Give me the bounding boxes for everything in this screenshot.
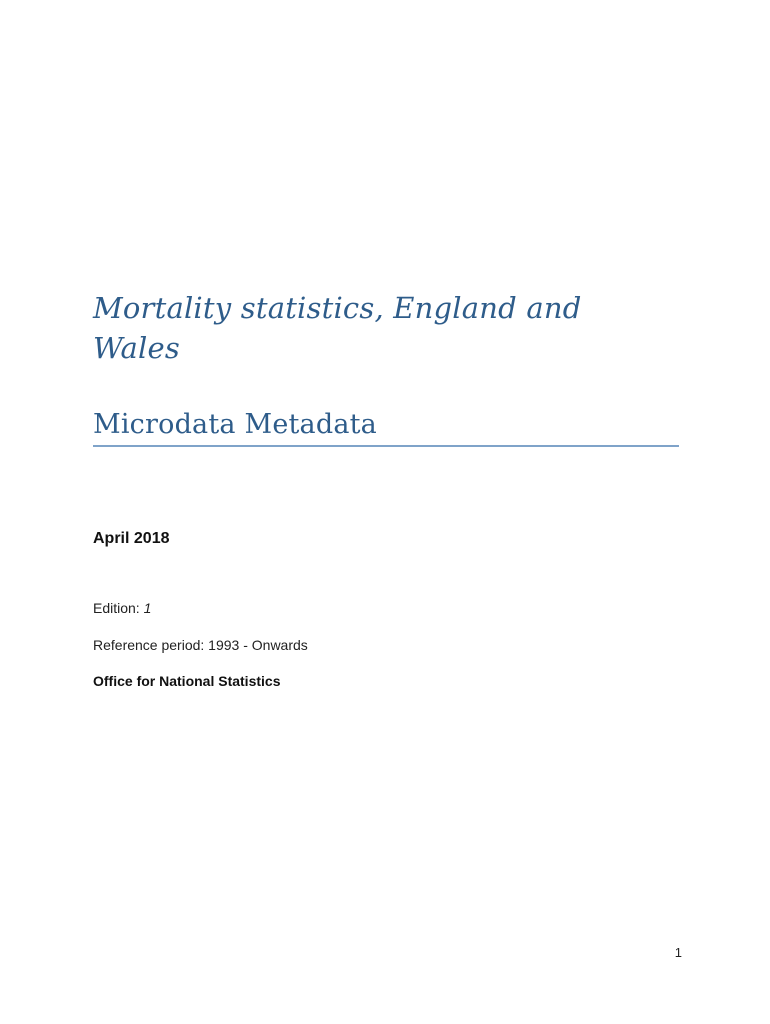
- publication-date: April 2018: [93, 530, 170, 547]
- document-title-line-2: Wales: [93, 331, 180, 365]
- document-subtitle: Microdata Metadata: [93, 409, 377, 440]
- edition-line: [93, 599, 151, 617]
- title-block: [93, 288, 679, 440]
- title-underline-rule: [93, 445, 679, 447]
- page-number: 1: [674, 945, 682, 960]
- document-title: [93, 288, 679, 368]
- document-title-line-1: Mortality statistics, England and: [93, 291, 582, 325]
- organisation-name: Office for National Statistics: [93, 673, 281, 689]
- edition-label: Edition:: [93, 600, 144, 616]
- reference-period: Reference period: 1993 - Onwards: [93, 637, 308, 653]
- edition-value: 1: [143, 600, 152, 616]
